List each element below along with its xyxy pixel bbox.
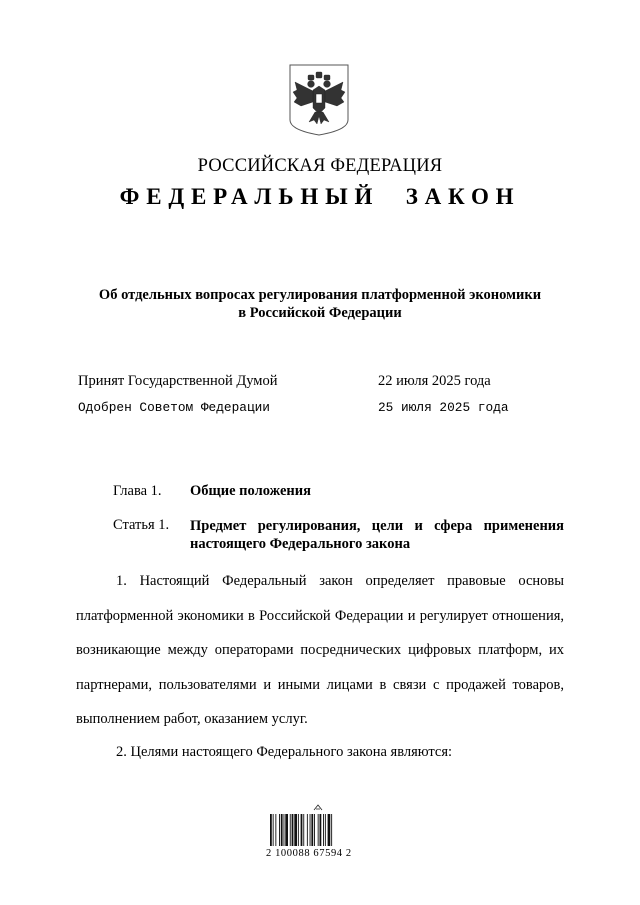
paragraph-2: 2. Целями настоящего Федерального закона являются:	[116, 744, 453, 760]
law-title-line-1: Об отдельных вопросах регулирования платформенной экономики	[98, 287, 542, 303]
barcode-number: 2 100088 67594 2	[266, 848, 352, 859]
article-label: Статья 1.	[113, 517, 170, 533]
article-name: Предмет регулирования, цели и сфера применения настоящего Федерального закона	[190, 518, 564, 552]
chapter-label: Глава 1.	[113, 483, 162, 499]
document-type-heading: ФЕДЕРАЛЬНЫЙ ЗАКОН	[119, 184, 521, 209]
country-heading: РОССИЙСКАЯ ФЕДЕРАЦИЯ	[197, 156, 443, 176]
adopted-by-duma-label: Принят Государственной Думой	[78, 373, 278, 389]
adopted-by-duma-date: 22 июля 2025 года	[378, 373, 491, 389]
paragraph-1: 1. Настоящий Федеральный закон определяет правовые основы платформенной экономики в Российской Федерации и регулирует отношения, возникающие между операторами посреднических цифровых платформ, их партнерами, пользователями и иными лицами в связи с продажей товаров, выполнением работ, оказанием услуг.	[76, 573, 564, 727]
law-title-line-2: в Российской Федерации	[238, 305, 402, 321]
approved-by-council-label: Одобрен Советом Федерации	[78, 400, 270, 415]
coat-of-arms-icon	[289, 64, 349, 136]
chapter-name: Общие положения	[190, 483, 311, 499]
approved-by-council-date: 25 июля 2025 года	[378, 400, 509, 415]
